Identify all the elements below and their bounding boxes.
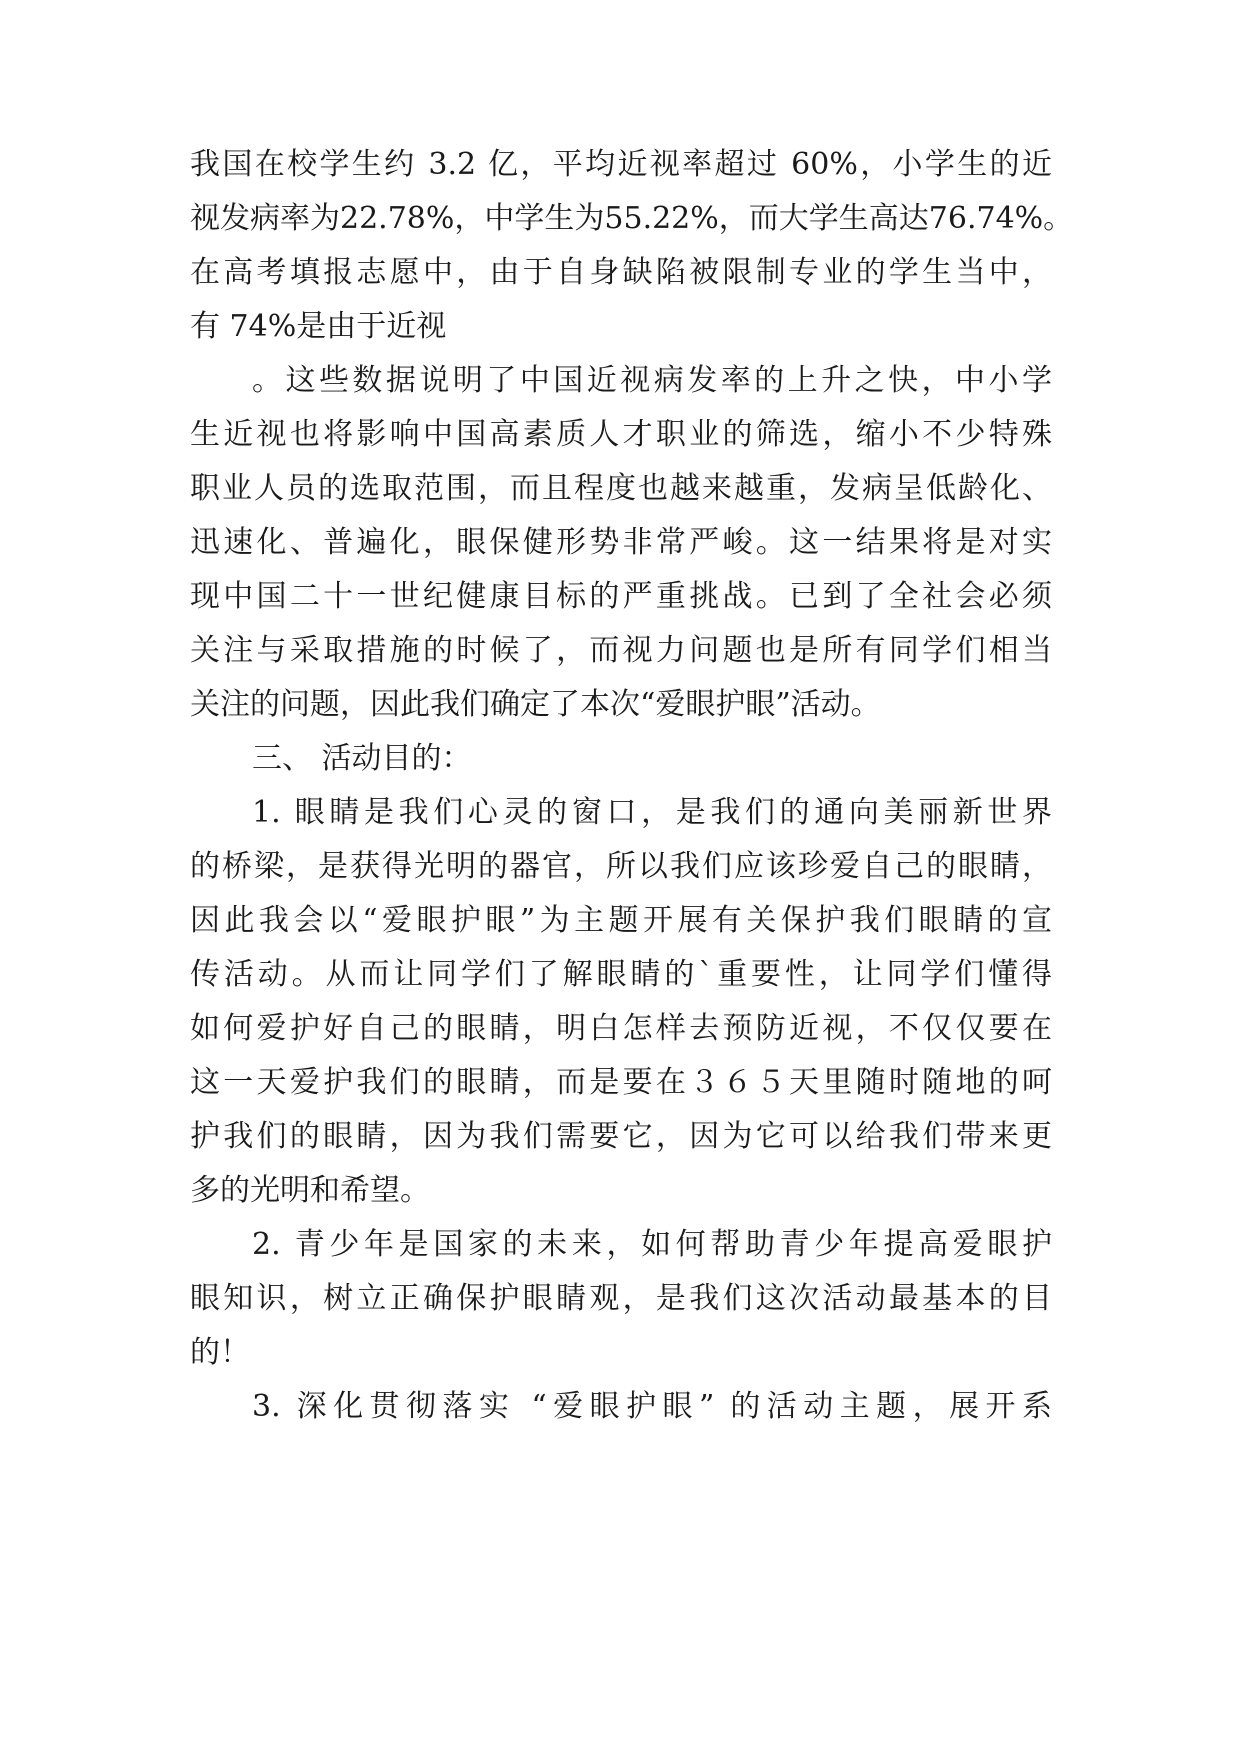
text-line: 生近视也将影响中国高素质人才职业的筛选，缩小不少特殊 bbox=[190, 417, 1052, 452]
text-line: 有 74%是由于近视 bbox=[190, 309, 447, 344]
text-line: 多的光明和希望。 bbox=[190, 1173, 430, 1208]
text-line: 1. 眼睛是我们心灵的窗口，是我们的通向美丽新世界 bbox=[252, 795, 1052, 830]
text-line: 3. 深化贯彻落实 “爱眼护眼” 的活动主题，展开系 bbox=[252, 1389, 1052, 1424]
text-line: 这一天爱护我们的眼睛，而是要在３６５天里随时随地的呵 bbox=[190, 1065, 1052, 1100]
text-line: 护我们的眼睛，因为我们需要它，因为它可以给我们带来更 bbox=[190, 1119, 1052, 1154]
text-line: 。这些数据说明了中国近视病发率的上升之快，中小学 bbox=[252, 363, 1052, 398]
text-line: 传活动。从而让同学们了解眼睛的`重要性，让同学们懂得 bbox=[190, 957, 1052, 992]
text-line: 关注与采取措施的时候了，而视力问题也是所有同学们相当 bbox=[190, 633, 1052, 668]
text-line: 迅速化、普遍化，眼保健形势非常严峻。这一结果将是对实 bbox=[190, 525, 1052, 560]
text-line: 因此我会以“爱眼护眼”为主题开展有关保护我们眼睛的宣 bbox=[190, 903, 1052, 938]
text-line: 现中国二十一世纪健康目标的严重挑战。已到了全社会必须 bbox=[190, 579, 1052, 614]
text-line: 如何爱护好自己的眼睛，明白怎样去预防近视，不仅仅要在 bbox=[190, 1011, 1052, 1046]
section-heading: 三、 活动目的： bbox=[252, 741, 472, 776]
text-line: 职业人员的选取范围，而且程度也越来越重，发病呈低龄化、 bbox=[190, 471, 1052, 506]
text-line: 关注的问题，因此我们确定了本次“爱眼护眼”活动。 bbox=[190, 687, 881, 722]
text-line: 的！ bbox=[190, 1335, 250, 1370]
text-line: 我国在校学生约 3.2 亿，平均近视率超过 60%，小学生的近 bbox=[190, 147, 1052, 182]
text-line: 2. 青少年是国家的未来，如何帮助青少年提高爱眼护 bbox=[252, 1227, 1052, 1262]
text-line: 视发病率为22.78%，中学生为55.22%，而大学生高达76.74%。 bbox=[190, 201, 1074, 236]
text-line: 眼知识，树立正确保护眼睛观，是我们这次活动最基本的目 bbox=[190, 1281, 1052, 1316]
text-line: 在高考填报志愿中，由于自身缺陷被限制专业的学生当中， bbox=[190, 255, 1052, 290]
text-line: 的桥梁，是获得光明的器官，所以我们应该珍爱自己的眼睛， bbox=[190, 849, 1052, 884]
